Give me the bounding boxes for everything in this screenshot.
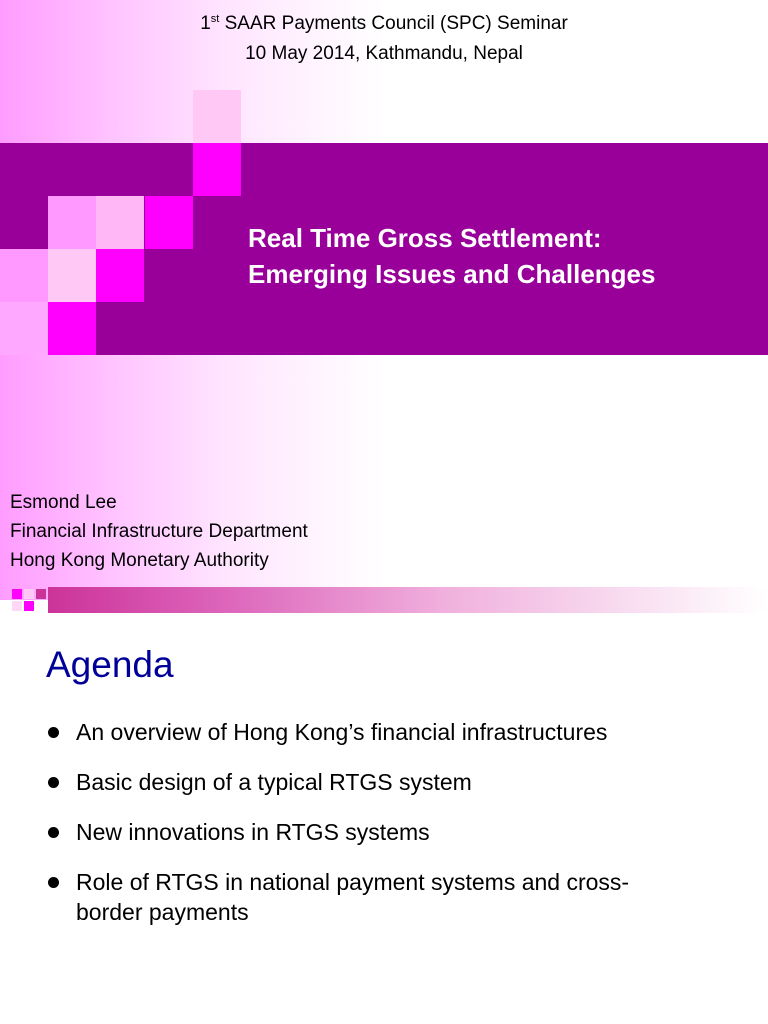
seminar-ordinal: 1 (200, 13, 211, 34)
slide-divider-gradient (48, 587, 768, 613)
agenda-list (48, 717, 748, 947)
title-line-1: Real Time Gross Settlement: (248, 223, 602, 253)
decor-square (193, 90, 241, 143)
bullet-icon (48, 877, 59, 888)
decor-square (0, 196, 48, 249)
agenda-item-text: An overview of Hong Kong’s financial infrastructures (76, 719, 608, 745)
agenda-item-text: New innovations in RTGS systems (76, 819, 430, 845)
agenda-item (48, 867, 748, 927)
bullet-icon (48, 777, 59, 788)
author-block (10, 488, 308, 575)
decor-square (0, 249, 48, 302)
bullet-icon (48, 727, 59, 738)
decor-small-square (24, 601, 34, 611)
decor-square (48, 302, 96, 355)
agenda-title: Agenda (46, 644, 174, 685)
agenda-item (48, 717, 748, 747)
decor-square (96, 196, 144, 249)
decor-small-square (36, 589, 46, 599)
decor-square (0, 302, 48, 355)
seminar-name: SAAR Payments Council (SPC) Seminar (219, 13, 568, 34)
agenda-slide (0, 613, 768, 1024)
decor-square (145, 196, 193, 249)
bullet-icon (48, 827, 59, 838)
seminar-ordinal-suffix: st (210, 13, 220, 25)
seminar-date-location: 10 May 2014, Kathmandu, Nepal (245, 43, 523, 64)
decor-square (48, 249, 96, 302)
title-line-2: Emerging Issues and Challenges (248, 259, 656, 289)
agenda-item-text: Basic design of a typical RTGS system (76, 769, 472, 795)
author-name: Esmond Lee (10, 492, 117, 513)
decor-small-square (12, 601, 22, 611)
decor-square (96, 249, 144, 302)
seminar-title (0, 12, 768, 36)
presentation-title (248, 220, 758, 292)
agenda-item-text: Role of RTGS in national payment systems and cross-border payments (76, 869, 630, 925)
decor-square (48, 196, 96, 249)
decor-small-square (12, 589, 22, 599)
author-organization: Hong Kong Monetary Authority (10, 550, 269, 571)
decor-small-square (24, 589, 34, 599)
decor-square (193, 143, 241, 196)
agenda-item (48, 817, 748, 847)
agenda-item (48, 767, 748, 797)
author-department: Financial Infrastructure Department (10, 521, 308, 542)
